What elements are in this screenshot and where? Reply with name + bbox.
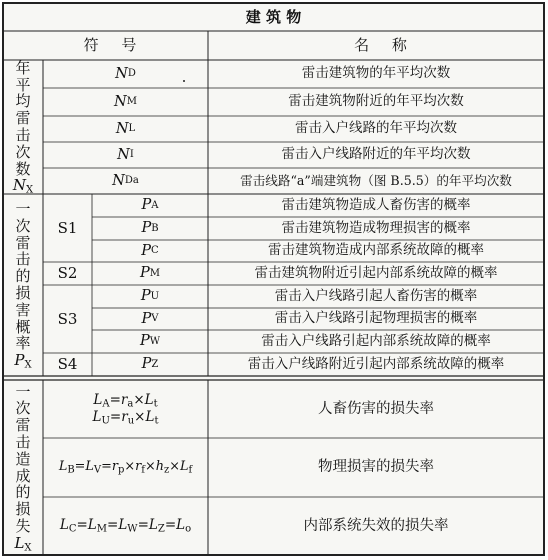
caption-char: 的 — [15, 483, 31, 502]
name-nm: 雷击建筑物附近的年平均次数 — [288, 93, 464, 110]
caption-char: 造 — [15, 449, 31, 468]
caption-char: 一 — [15, 382, 31, 401]
group-label-loss-text — [15, 384, 30, 535]
formula-la: $L_A=r_a\times L_t$ — [93, 391, 158, 409]
symbol-nm: N M — [114, 93, 137, 110]
subgroup-s1: S1 — [57, 218, 78, 237]
caption-char: 均 — [15, 92, 31, 111]
formula-lb-lv: $L_B=L_V=r_p\times r_f\times h_z\times L_f$ — [58, 459, 193, 476]
symbol-nda: N Da — [112, 172, 139, 189]
table-title: 建 筑 物 — [245, 7, 302, 26]
symbol-pz: P Z — [141, 356, 159, 373]
caption-char: 次 — [15, 216, 31, 235]
subgroup-s3: S3 — [57, 309, 78, 328]
column-header-symbol: 符 号 — [83, 36, 146, 54]
formula-la-lu — [43, 380, 208, 438]
group-label-annual-strikes — [3, 60, 43, 194]
caption-char: 雷 — [15, 416, 31, 435]
caption-char: 率 — [15, 334, 31, 353]
formula-lc-lm-lw-lz: $L_C=L_M=L_W=L_Z=L_o$ — [59, 517, 192, 535]
symbol-pa: P A — [141, 197, 159, 214]
symbol-pv: P V — [141, 310, 159, 327]
symbol-nl: N L — [115, 120, 136, 137]
group-label-annual-strikes-text — [15, 60, 30, 178]
symbol-pm: P M — [139, 265, 160, 282]
caption-char: 损 — [15, 284, 31, 302]
symbol-pc: P C — [141, 242, 159, 259]
name-pz: 雷击入户线路附近引起内部系统故障的概率 — [247, 355, 505, 372]
group-label-damage-probability-text — [15, 201, 30, 352]
caption-char: 击 — [15, 250, 31, 269]
name-ni: 雷击入户线路附近的年平均次数 — [281, 146, 471, 163]
caption-char: 成 — [15, 466, 31, 485]
group-label-damage-probability — [3, 194, 43, 376]
caption-char: 概 — [15, 317, 31, 336]
group-symbol-lx: $L_X$ — [14, 533, 32, 554]
symbol-ni: N I — [117, 146, 134, 163]
caption-char: 击 — [15, 126, 31, 144]
column-header-name: 名 称 — [354, 36, 416, 54]
caption-char: 次 — [15, 142, 31, 161]
name-nd: 雷击建筑物的年平均次数 — [301, 65, 451, 82]
caption-char: 损 — [15, 500, 31, 519]
symbol-pw: P W — [139, 333, 161, 350]
symbol-pb: P B — [141, 220, 159, 237]
name-physical-loss: 物理损害的损失率 — [318, 459, 434, 476]
caption-char: 次 — [15, 399, 31, 418]
name-pv: 雷击入户线路引起物理损害的概率 — [274, 310, 478, 327]
name-pu: 雷击入户线路引起人畜伤害的概率 — [274, 287, 478, 304]
caption-char: 雷 — [15, 109, 31, 128]
name-pc: 雷击建筑物造成内部系统故障的概率 — [268, 242, 484, 259]
name-pa: 雷击建筑物造成人畜伤害的概率 — [281, 196, 471, 213]
caption-char: 数 — [15, 159, 31, 178]
caption-char: 平 — [15, 75, 31, 94]
scan-speck — [183, 80, 185, 82]
caption-char: 的 — [15, 267, 31, 286]
symbol-nd: N D — [115, 65, 136, 82]
group-symbol-nx: $N_X$ — [12, 176, 34, 196]
name-nl: 雷击入户线路的年平均次数 — [295, 120, 457, 137]
caption-char: 一 — [15, 200, 31, 219]
name-injury-loss: 人畜伤害的损失率 — [318, 400, 434, 417]
subgroup-s2: S2 — [57, 264, 78, 282]
group-label-loss — [3, 380, 43, 555]
caption-char: 击 — [15, 432, 31, 451]
formula-lu: $L_U=r_u\times L_t$ — [92, 409, 159, 427]
name-system-loss: 内部系统失效的损失率 — [303, 517, 449, 534]
group-symbol-px: $P_X$ — [14, 351, 32, 371]
caption-char: 失 — [15, 516, 31, 535]
name-pb: 雷击建筑物造成物理损害的概率 — [281, 219, 471, 236]
caption-char: 年 — [15, 58, 31, 77]
symbol-pu: P U — [140, 288, 160, 305]
name-pw: 雷击入户线路引起内部系统故障的概率 — [261, 332, 491, 349]
caption-char: 雷 — [15, 233, 31, 252]
name-pm: 雷击建筑物附近引起内部系统故障的概率 — [254, 264, 498, 281]
name-nda: 雷击线路“a”端建筑物（图 B.5.5）的年平均次数 — [240, 172, 512, 188]
caption-char: 害 — [15, 300, 31, 319]
subgroup-s4: S4 — [57, 355, 78, 373]
